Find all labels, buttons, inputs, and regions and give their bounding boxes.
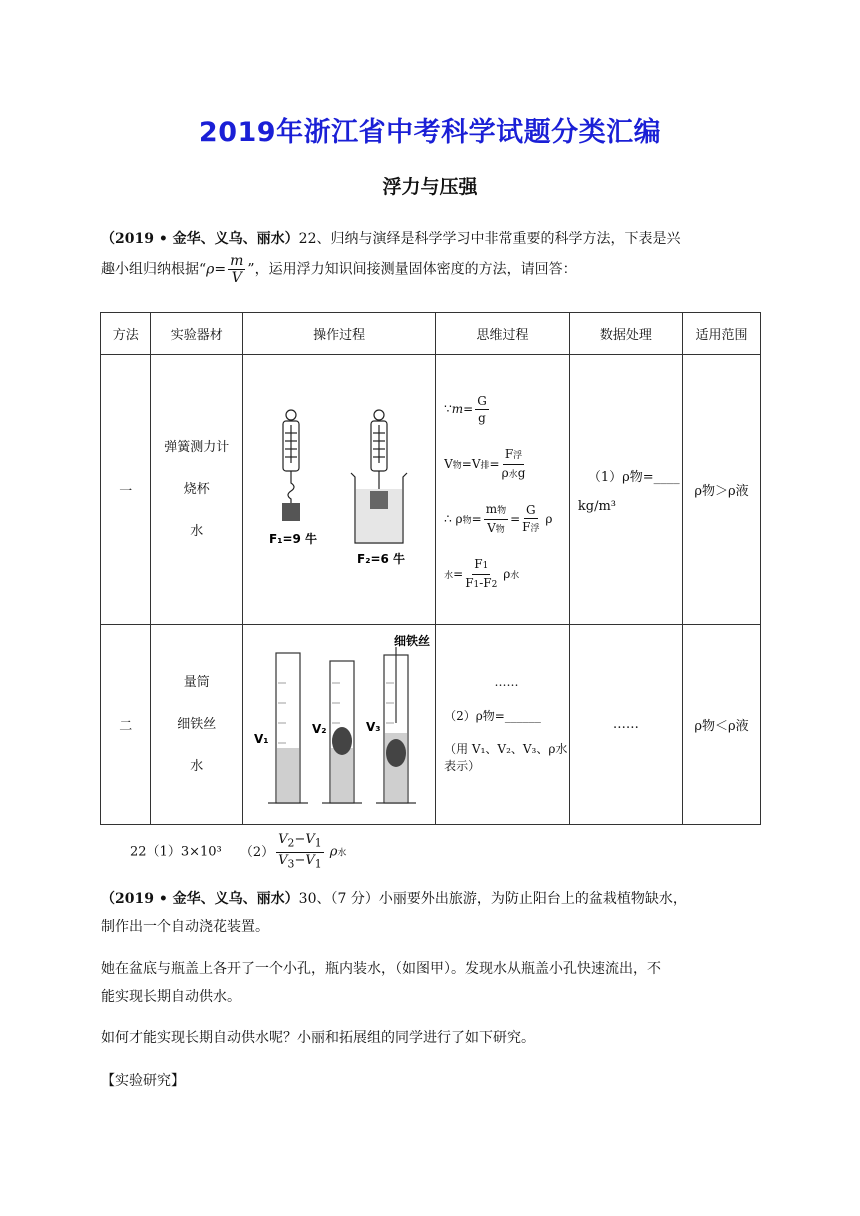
header-operation: 操作过程 xyxy=(243,313,436,355)
wire-label: 细铁丝 xyxy=(394,633,431,648)
v3-label: V₃ xyxy=(366,719,381,734)
row2-range: ρ物＜ρ液 xyxy=(682,625,760,825)
row2-equip-2: 细铁丝 xyxy=(177,716,217,732)
row2-equipment xyxy=(151,625,243,825)
row2-note: （用 V₁、V₂、V₃、ρ水表示） xyxy=(444,742,568,773)
page-title: 2019年浙江省中考科学试题分类汇编 xyxy=(198,117,662,148)
q22-text: （2019 • 金华、义乌、丽水）22、归纳与演绎是科学学习中非常重要的科学方法，下表是兴 趣小组归纳根据“ρ= $\frac{m}{V}$ ”，运用浮力知识间接测量固体密度的方法，请回答： xyxy=(101,231,681,286)
q22-line2-pre: 趣小组归纳根据 xyxy=(101,261,199,278)
row2-equip-3: 水 xyxy=(190,758,204,774)
row1-thinking: ∵m= $\frac{G}{g}$ V物=V排= $\frac{\text{F浮}}{\text{ρ水g}}$ ∴ ρ物= $\frac{\text{m物}}{\text{V物}}$ = $\frac{G}{\text{F浮}}$ ρ 水= $\frac{F1}{F1-F2}$ ρ水 xyxy=(436,355,570,625)
q30-paragraph3: 如何才能实现长期自动供水呢？小丽和拓展组的同学进行了如下研究。 xyxy=(101,1030,535,1046)
q30-line1: 30、（7 分）小丽要外出旅游，为防止阳台上的盆栽植物缺水， xyxy=(298,891,687,907)
row2-dots: …… xyxy=(494,675,519,689)
spring-scale-figure xyxy=(249,403,429,573)
answer-22: 22（1）3×10³ （2） $\frac{V_2-V_1}{V_3-V_1}$ ρ水 xyxy=(130,832,347,871)
v2-label: V₂ xyxy=(312,721,327,736)
q30-p2-line2: 能实现长期自动供水。 xyxy=(101,989,241,1005)
q30-line2: 制作出一个自动浇花装置。 xyxy=(101,919,269,935)
q30-p2-line1: 她在盆底与瓶盖上各开了一个小孔，瓶内装水，（如图甲）。发现水从瓶盖小孔快速流出，不 xyxy=(101,961,661,977)
row1-equip-1: 弹簧测力计 xyxy=(164,439,230,455)
row1-data xyxy=(569,355,682,625)
row2-question: （2）ρ物=______ xyxy=(444,709,541,723)
v1-label: V₁ xyxy=(254,731,269,746)
methods-table xyxy=(100,312,761,825)
row2-equip-1: 量筒 xyxy=(183,674,210,690)
row1-range: ρ物＞ρ液 xyxy=(682,355,760,625)
row2-data: …… xyxy=(569,625,682,825)
row1-operation xyxy=(243,355,436,625)
header-equipment: 实验器材 xyxy=(151,313,243,355)
q22-line1: 22、归纳与演绎是科学学习中非常重要的科学方法，下表是兴 xyxy=(298,231,681,247)
graduated-cylinder-figure xyxy=(246,633,432,813)
header-data: 数据处理 xyxy=(569,313,682,355)
q30-source: （2019 • 金华、义乌、丽水） xyxy=(101,891,299,907)
section-subtitle: 浮力与压强 xyxy=(382,176,478,198)
row1-unit: kg/m³ xyxy=(577,498,616,514)
answer-22-part1: 22（1）3×10³ xyxy=(130,844,222,860)
q30-text xyxy=(101,885,761,941)
f1-label: F₁=9 牛 xyxy=(269,531,318,546)
q22-line2-post: ，运用浮力知识间接测量固体密度的方法，请回答： xyxy=(254,261,577,278)
f2-label: F₂=6 牛 xyxy=(357,551,406,566)
row1-equip-2: 烧杯 xyxy=(183,481,210,497)
header-method: 方法 xyxy=(101,313,151,355)
row2-method: 二 xyxy=(101,625,151,825)
header-thinking: 思维过程 xyxy=(436,313,570,355)
experiment-heading: 【实验研究】 xyxy=(101,1073,185,1089)
q30-paragraph2 xyxy=(101,955,761,1011)
answer-22-part2: （2） xyxy=(239,844,275,860)
q22-source: （2019 • 金华、义乌、丽水） xyxy=(101,231,299,247)
row1-data-q: （1）ρ物=____ xyxy=(587,469,680,485)
header-range: 适用范围 xyxy=(682,313,760,355)
row1-equip-3: 水 xyxy=(190,523,204,539)
row2-operation xyxy=(243,625,436,825)
row2-thinking xyxy=(436,625,570,825)
row1-equipment xyxy=(151,355,243,625)
row1-method: 一 xyxy=(101,355,151,625)
